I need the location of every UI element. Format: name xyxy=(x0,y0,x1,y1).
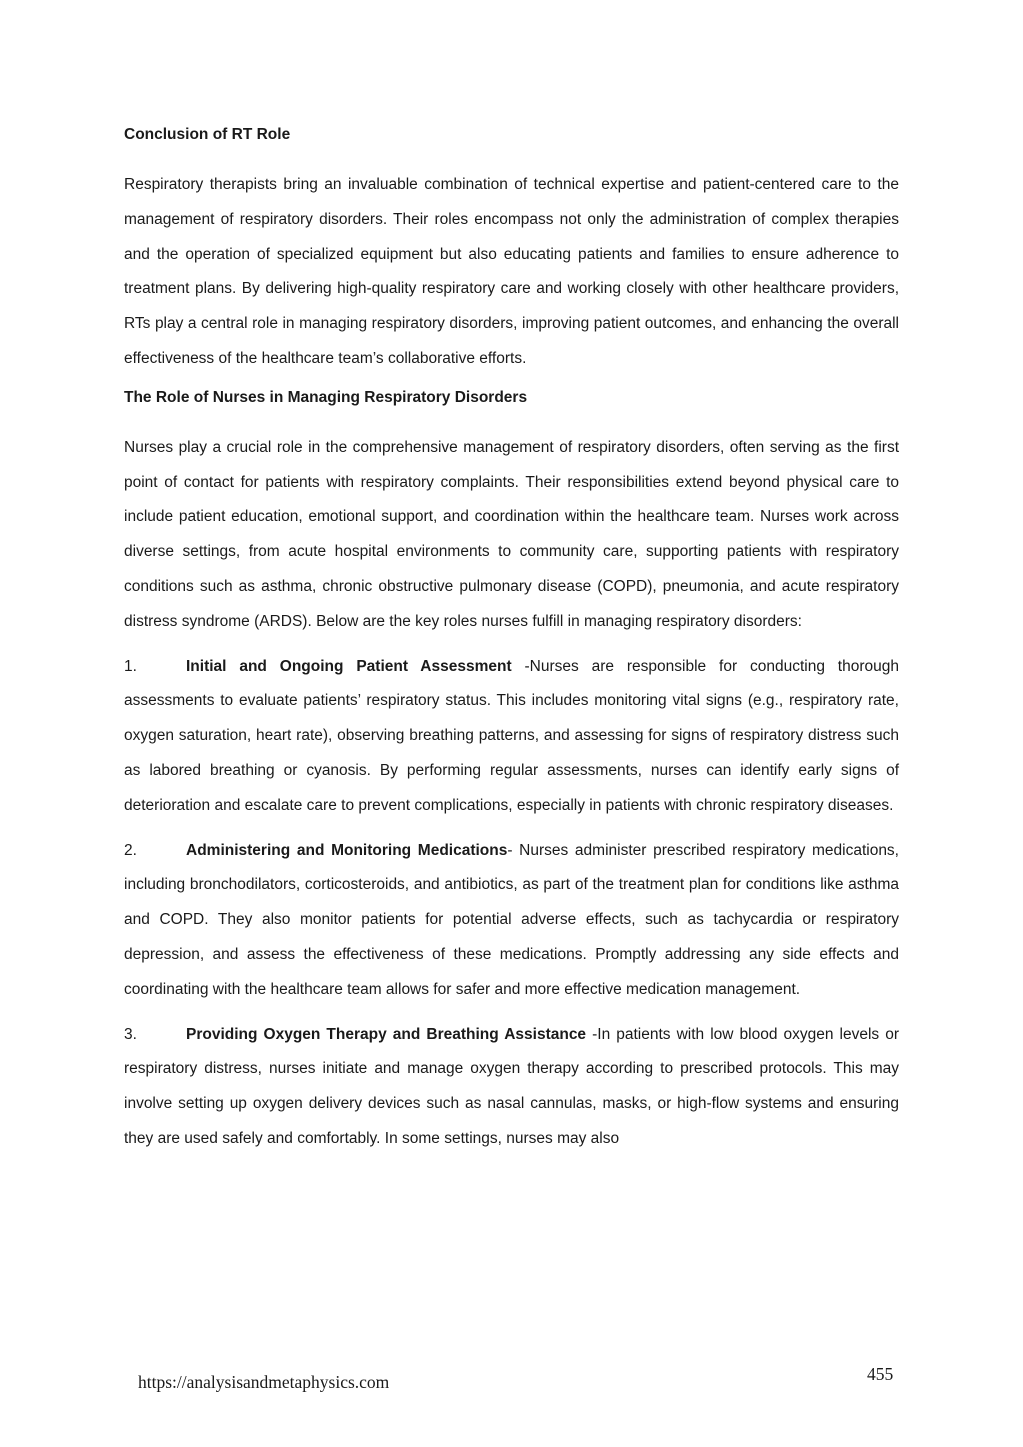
list-item xyxy=(124,650,899,824)
list-item xyxy=(124,834,899,1008)
nurses-intro-paragraph: Nurses play a crucial role in the comprehensive management of respiratory disorders, often serving as the first point of contact for patients with respiratory complaints. Their responsibilities extend beyond physical care to include patient education, emotional support, and coordination within the healthcare team. Nurses work across diverse settings, from acute hospital environments to community care, supporting patients with respiratory conditions such as asthma, chronic obstructive pulmonary disease (COPD), pneumonia, and acute respiratory distress syndrome (ARDS). Below are the key roles nurses fulfill in managing respiratory disorders: xyxy=(124,438,899,630)
page-number: 455 xyxy=(867,1364,894,1384)
list-item-number: 2. xyxy=(124,841,137,859)
list-item-text: -In patients with low blood oxygen levels or respiratory distress, nurses initiate and manage oxygen therapy according to prescribed protocols. This may involve setting up oxygen delivery devices such as nasal cannulas, masks, or high-flow systems and ensuring they are used safely and comfortably. In some settings, nurses may also xyxy=(124,1025,899,1147)
list-item-title: Administering and Monitoring Medications xyxy=(186,841,508,859)
page-content xyxy=(124,124,899,1167)
list-item-text: - Nurses administer prescribed respiratory medications, including bronchodilators, corticosteroids, and antibiotics, as part of the treatment plan for conditions like asthma and COPD. They also monitor patients for potential adverse effects, such as tachycardia or respiratory depression, and assess the effectiveness of these medications. Promptly addressing any side effects and coordinating with the healthcare team allows for safer and more effective medication management. xyxy=(124,841,899,998)
list-item-title: Providing Oxygen Therapy and Breathing Assistance xyxy=(186,1025,587,1043)
rt-conclusion-paragraph: Respiratory therapists bring an invaluable combination of technical expertise and patient-centered care to the management of respiratory disorders. Their roles encompass not only the administration of complex therapies and the operation of specialized equipment but also educating patients and families to ensure adherence to treatment plans. By delivering high-quality respiratory care and working closely with other healthcare providers, RTs play a central role in managing respiratory disorders, improving patient outcomes, and enhancing the overall effectiveness of the healthcare team’s collaborative efforts. xyxy=(124,176,899,367)
nurses-section-heading: The Role of Nurses in Managing Respiratory Disorders xyxy=(124,388,528,406)
list-item-title: Initial and Ongoing Patient Assessment xyxy=(186,657,512,675)
rt-conclusion-heading: Conclusion of RT Role xyxy=(124,126,291,143)
list-item-number: 3. xyxy=(124,1025,137,1043)
list-item-text: -Nurses are responsible for conducting thorough assessments to evaluate patients’ respiratory status. This includes monitoring vital signs (e.g., respiratory rate, oxygen saturation, heart rate), observing breathing patterns, and assessing for signs of respiratory distress such as labored breathing or cyanosis. By performing regular assessments, nurses can identify early signs of deterioration and escalate care to prevent complications, especially in patients with chronic respiratory diseases. xyxy=(124,657,899,814)
list-item xyxy=(124,1018,899,1157)
footer-url-link[interactable]: https://analysisandmetaphysics.com xyxy=(138,1372,390,1392)
list-item-number: 1. xyxy=(124,657,137,675)
